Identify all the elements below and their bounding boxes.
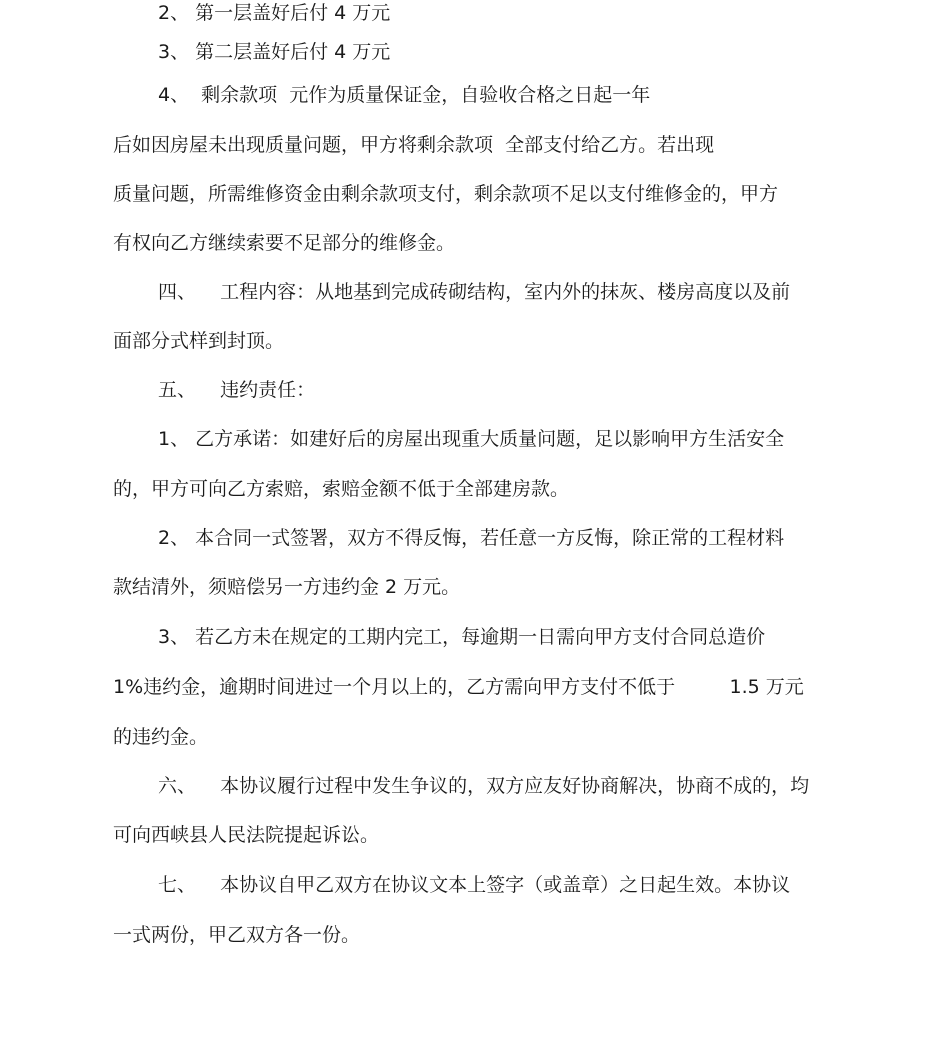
payment-item-4-cont-1: 后如因房屋未出现质量问题，甲方将剩余款项 全部支付给乙方。若出现: [113, 134, 715, 156]
section-7-cont: 一式两份，甲乙双方各一份。: [113, 924, 361, 946]
liability-item-3-cont-2: 的违约金。: [113, 726, 209, 748]
payment-item-4-cont-3: 有权向乙方继续索要不足部分的维修金。: [113, 232, 456, 254]
liability-item-2-cont: 款结清外，须赔偿另一方违约金 2 万元。: [113, 576, 461, 598]
liability-item-1: 1、 乙方承诺：如建好后的房屋出现重大质量问题，足以影响甲方生活安全: [158, 428, 785, 450]
section-4-cont: 面部分式样到封顶。: [113, 330, 285, 352]
payment-item-4: 4、 剩余款项 元作为质量保证金，自验收合格之日起一年: [158, 84, 651, 106]
payment-item-3: 3、 第二层盖好后付 4 万元: [158, 41, 391, 63]
section-6-cont: 可向西峡县人民法院提起诉讼。: [113, 824, 380, 846]
liability-item-1-cont: 的，甲方可向乙方索赔，索赔金额不低于全部建房款。: [113, 478, 570, 500]
liability-item-2: 2、 本合同一式签署，双方不得反悔，若任意一方反悔，除正常的工程材料: [158, 527, 785, 549]
section-6-dispute: 六、 本协议履行过程中发生争议的，双方应友好协商解决，协商不成的，均: [158, 775, 810, 797]
payment-item-2: 2、 第一层盖好后付 4 万元: [158, 2, 391, 24]
section-7-effect: 七、 本协议自甲乙双方在协议文本上签字（或盖章）之日起生效。本协议: [158, 874, 791, 896]
liability-item-3: 3、 若乙方未在规定的工期内完工，每逾期一日需向甲方支付合同总造价: [158, 626, 766, 648]
section-5-heading: 五、 违约责任：: [158, 379, 316, 401]
section-4-project-content: 四、 工程内容：从地基到完成砖砌结构，室内外的抹灰、楼房高度以及前: [158, 281, 791, 303]
payment-item-4-cont-2: 质量问题，所需维修资金由剩余款项支付，剩余款项不足以支付维修金的，甲方: [113, 183, 779, 205]
liability-item-3-cont-1: 1%违约金，逾期时间进过一个月以上的，乙方需向甲方支付不低于 1.5 万元: [113, 676, 804, 698]
